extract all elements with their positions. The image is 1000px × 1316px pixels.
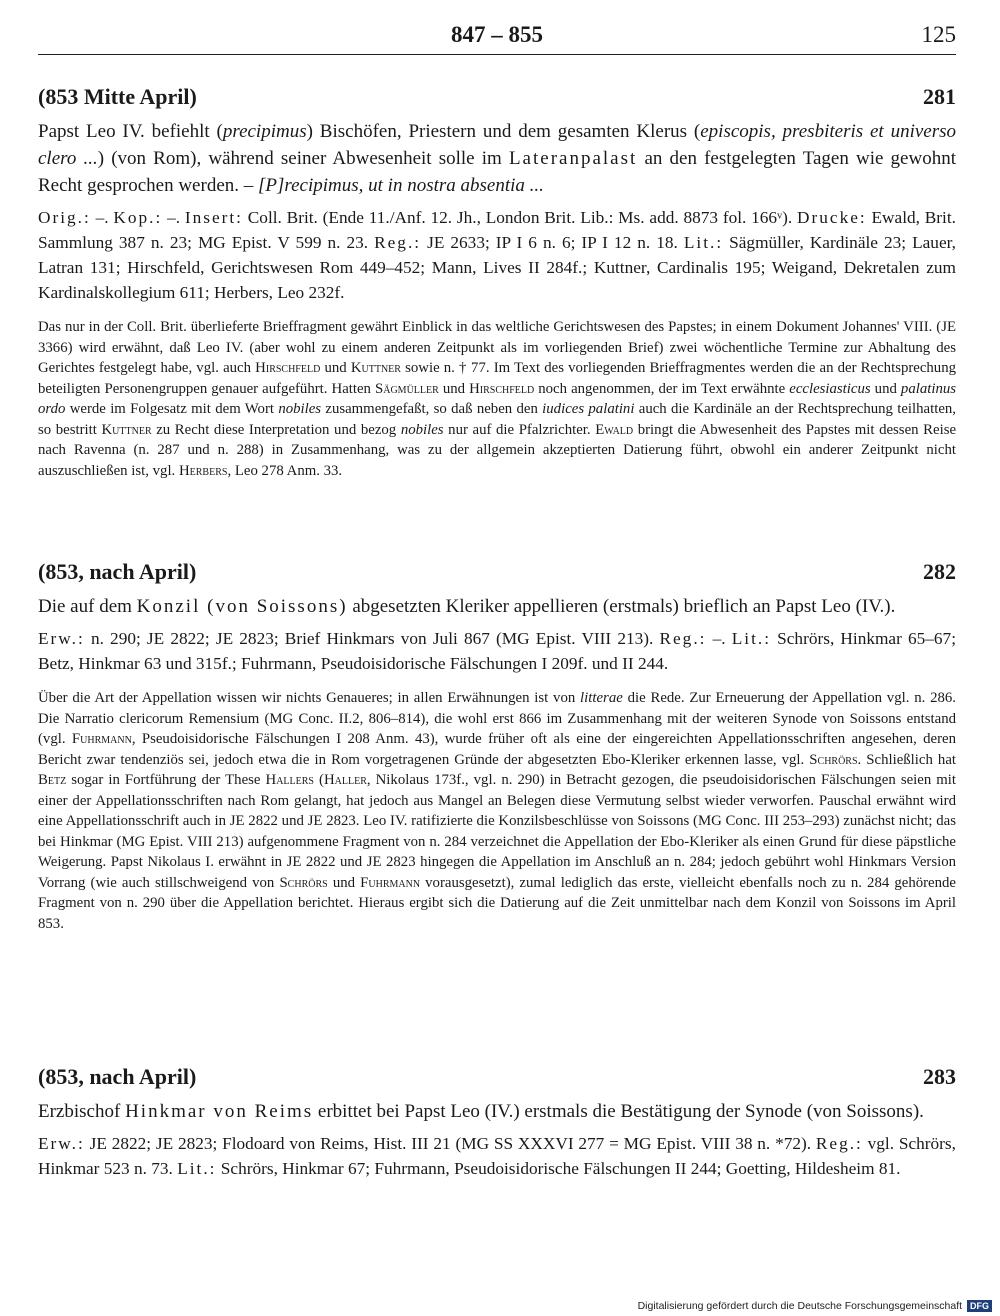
footer-credit [638, 1300, 992, 1312]
text-run: [P]recipimus, ut in nostra absentia ... [258, 175, 544, 196]
text-run: Orig.: [38, 208, 91, 227]
entry-sources: Orig.: –. Kop.: –. Insert: Coll. Brit. (Ende 11./Anf. 12. Jh., London Brit. Lib.: Ms. add. 8873 fol. 166ᵛ). Drucke: Ewald, Brit. Sammlung 387 n. 23; MG Epist. V 599 n. 23. Reg.: JE 2633; IP I 6 n. 6; IP I 12 n. 18. Lit.: Sägmüller, Kardinäle 23; Lauer, Latran 131; Hirschfeld, Gerichtswesen Rom 449–452; Mann, Lives II 284f.; Kuttner, Cardinalis 195; Weigand, Dekretalen zum Kardinalskollegium 611; Herbers, Leo 232f. [38, 208, 957, 302]
text-run: Lateranpalast [508, 148, 638, 169]
text-run: Konzil (von Soissons) [136, 596, 348, 617]
text-run: iudices palatini [542, 401, 635, 417]
entry-number: 283 [923, 1064, 956, 1089]
text-run: Lit.: [731, 629, 771, 648]
text-run: Schrörs [279, 874, 328, 891]
text-run: Fuhrmann [360, 874, 421, 891]
entry-283 [38, 1064, 956, 1181]
entry-date: (853, nach April) [38, 1064, 197, 1089]
entry-number: 281 [923, 84, 956, 109]
footer-text: Digitalisierung gefördert durch die Deutsche Forschungsgemeinschaft [637, 1300, 963, 1312]
text-run: Lit.: [683, 233, 724, 252]
entry-282 [38, 559, 956, 934]
text-run: Kop.: [113, 208, 163, 227]
text-run: Schrörs [809, 751, 858, 768]
dfg-logo-badge: DFG [967, 1300, 992, 1312]
text-run: Sägmüller [375, 380, 439, 397]
entry-date: (853 Mitte April) [38, 84, 197, 109]
text-run: nobiles [278, 401, 322, 417]
entry-header [38, 84, 956, 118]
entry-summary: Erzbischof Hinkmar von Reims erbittet bei Papst Leo (IV.) erstmals die Bestätigung der Synode (von Soissons). [38, 1101, 924, 1122]
entry-number: 282 [923, 559, 956, 584]
text-run: Erw.: [38, 629, 85, 648]
entry-header [38, 559, 956, 593]
entry-sources: Erw.: JE 2822; JE 2823; Flodoard von Reims, Hist. III 21 (MG SS XXXVI 277 = MG Epist. VIII 38 n. *72). Reg.: vgl. Schrörs, Hinkmar 523 n. 73. Lit.: Schrörs, Hinkmar 67; Fuhrmann, Pseudoisidorische Fälschungen II 244; Goetting, Hildesheim 81. [38, 1134, 956, 1178]
text-run: Drucke: [797, 208, 867, 227]
page-range: 847 – 855 [451, 22, 543, 47]
text-run: Hirschfeld [255, 360, 321, 376]
text-run: episcopis, presbiteris et universo clero ... [38, 121, 956, 169]
text-run: Lit.: [177, 1159, 217, 1178]
text-run: Fuhrmann [71, 731, 132, 747]
text-run: Herbers [178, 462, 228, 479]
text-run: Reg.: [374, 233, 422, 252]
entry-commentary: Das nur in der Coll. Brit. überlieferte Brieffragment gewährt Einblick in das weltliche Gerichtswesen des Papstes; in einem Dokument Johannes' VIII. (JE 3366) wird erwähnt, daß Leo IV. (aber wohl zu einem anderen Zeitpunkt als im vorliegenden Brief) zwei wöchentliche Termine zur Abhaltung des Gerichtes festgelegt habe, vgl. auch Hirschfeld und Kuttner sowie n. † 77. Im Text des vorliegenden Brieffragmentes werden die an der Rechtsprechung beteiligten Personengruppen genauer aufgeführt. Hatten Sägmüller und Hirschfeld noch angenommen, der im Text erwähnte ecclesiasticus und palatinus ordo werde im Folgesatz mit dem Wort nobiles zusammengefaßt, so daß neben den iudices palatini auch die Kardinäle an der Rechtsprechung teilhatten, so bestritt Kuttner zu Recht diese Interpretation und bezog nobiles nur auf die Pfalzrichter. Ewald bringt die Abwesenheit des Papstes mit dessen Reise nach Ravenna (n. 287 und n. 288) in Zusammenhang, was zu der allgemein akzeptierten Datierung führt, obwohl ein anderer Zeitpunkt nicht auszuschließen ist, vgl. Herbers, Leo 278 Anm. 33. [38, 319, 957, 479]
page-number: 125 [921, 22, 956, 47]
text-run: Hallers [265, 772, 314, 788]
entry-summary: Papst Leo IV. befiehlt (precipimus) Bischöfen, Priestern und dem gesamten Klerus (episcopis, presbiteris et universo clero ...) (von Rom), während seiner Abwesenheit solle im Lateranpalast an den festgelegten Tagen wie gewohnt Recht gesprochen werden. – [P]recipimus, ut in nostra absentia ... [38, 121, 956, 196]
entry-summary: Die auf dem Konzil (von Soissons) abgesetzten Kleriker appellieren (erstmals) brieflich an Papst Leo (IV.). [38, 596, 896, 617]
text-run: litterae [580, 690, 623, 706]
entry-date: (853, nach April) [38, 559, 197, 584]
text-run: Hirschfeld [469, 380, 535, 397]
text-run: nobiles [400, 421, 444, 438]
text-run: Insert: [184, 208, 243, 227]
text-run: Betz [38, 772, 67, 788]
text-run: palatinus ordo [38, 380, 957, 417]
text-run: precipimus [222, 121, 307, 142]
text-run: Haller [323, 772, 367, 788]
text-run: Ewald [595, 421, 634, 438]
text-run: Kuttner [101, 421, 152, 438]
text-run: Hinkmar von Reims [125, 1101, 314, 1122]
text-run: ecclesiasticus [789, 380, 871, 397]
text-run: Erw.: [38, 1134, 85, 1153]
header-rule [38, 54, 956, 55]
text-run: Kuttner [350, 360, 401, 376]
text-run: Reg.: [815, 1134, 863, 1153]
entry-sources: Erw.: n. 290; JE 2822; JE 2823; Brief Hinkmars von Juli 867 (MG Epist. VIII 213). Reg.: –. Lit.: Schrörs, Hinkmar 65–67; Betz, Hinkmar 63 und 315f.; Fuhrmann, Pseudoisidorische Fälschungen I 209f. und II 244. [38, 629, 956, 673]
entry-commentary: Über die Art der Appellation wissen wir nichts Genaueres; in allen Erwähnungen ist von litterae die Rede. Zur Erneuerung der Appellation vgl. n. 286. Die Narratio clericorum Remensium (MG Conc. II.2, 806–814), die wohl erst 866 im Zusammenhang mit der weiteren Synode von Soissons entstand (vgl. Fuhrmann, Pseudoisidorische Fälschungen I 208 Anm. 43), wurde früher oft als eine der eingereichten Appellationsschriften angesehen, deren Bericht zwar tendenziös sei, jedoch etwa die in Rom vorgetragenen Gründe der abgesetzten Ebo-Kleriker erkennen lasse, vgl. Schrörs. Schließlich hat Betz sogar in Fortführung der These Hallers (Haller, Nikolaus 173f., vgl. n. 290) in Betracht gezogen, die pseudoisidorischen Fälschungen seien mit einer der Appellationsschriften nach Rom gelangt, hat jedoch aus Mangel an Belegen diese Vermutung selbst wieder verworfen. Pauschal erwähnt wird eine Appellationsschrift auch in JE 2822 und JE 2823. Leo IV. ratifizierte die Konzilsbeschlüsse von Soissons (MG Conc. III 253–293) zunächst nicht; das bei Hinkmar (MG Epist. VIII 213) aufgenommene Fragment von n. 284 verzeichnet die Appellation der Ebo-Kleriker als einen Grund für diese päpstliche Weigerung. Papst Nikolaus I. erwähnt in JE 2822 und JE 2823 hingegen die Appellation im Anschluß an n. 284; jedoch gebührt wohl Hinkmars Version Vorrang (wie auch stillschweigend von Schrörs und Fuhrmann vorausgesetzt), zumal lediglich das erste, vielleicht ebenfalls noch zu n. 284 gehörende Fragment von n. 290 über die Appellation berichtet. Hieraus ergibt sich die Datierung auf die Zeit unmittelbar nach dem Konzil von Soissons im April 853. [38, 690, 956, 932]
entry-header [38, 1064, 956, 1098]
text-run: Reg.: [659, 629, 707, 648]
running-head [38, 22, 956, 52]
entry-281 [38, 84, 956, 481]
